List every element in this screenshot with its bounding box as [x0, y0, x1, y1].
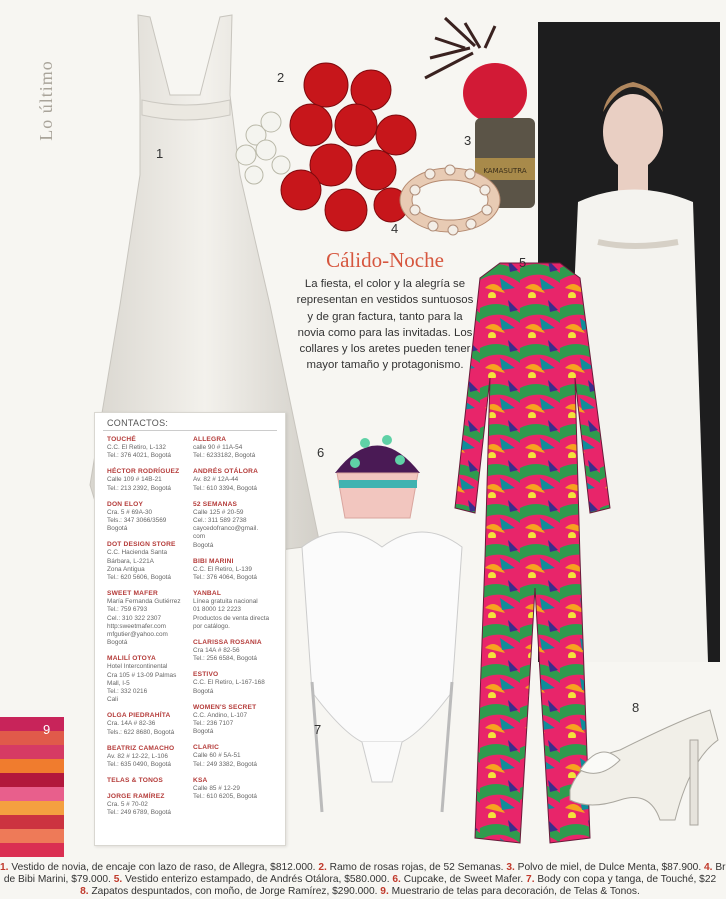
contact-entry	[107, 589, 192, 647]
contact-entry	[193, 776, 278, 801]
contact-line: Cra. 14A # 82-36	[107, 720, 156, 728]
contact-entry	[107, 540, 192, 582]
contact-name: TELAS & TONOS	[107, 777, 163, 785]
contact-line: Tel.: 6233182, Bogotá	[193, 452, 256, 460]
item-number-3: 3	[464, 133, 472, 148]
contact-entry	[107, 435, 192, 460]
section-label	[35, 50, 76, 160]
caption-text: Vestido de novia, de encaje con lazo de raso, de Allegra, $812.000.	[8, 862, 319, 873]
contact-name: ESTIVO	[193, 671, 219, 679]
contact-line: Tel.: 332 0216	[107, 688, 148, 696]
contact-line: Bogotá	[107, 525, 128, 533]
contact-line: Cra. 5 # 70-02	[107, 801, 148, 809]
caption-number: 9.	[380, 886, 389, 897]
caption-number: 2.	[318, 862, 327, 873]
pearl-bracelet-image	[395, 160, 505, 240]
contact-line: Bogotá	[193, 728, 214, 736]
contact-name: WOMEN'S SECRET	[193, 703, 257, 711]
caption-number: 4.	[703, 862, 713, 873]
item-number-1: 1	[156, 146, 164, 161]
contact-line: Cra 105 # 13-09 Palmas	[107, 671, 177, 679]
contact-name: BEATRIZ CAMACHO	[107, 744, 175, 752]
contact-line: María Fernanda Gutiérrez	[107, 598, 181, 606]
contact-entry	[193, 557, 278, 582]
contact-line: Tel.: 620 5606, Bogotá	[107, 574, 171, 582]
headline: Cálido-Noche	[326, 248, 444, 272]
contact-line: Hotel Intercontinental	[107, 663, 168, 671]
contact-line: C.C. Andino, L-107	[193, 711, 247, 719]
contact-name: TOUCHÉ	[107, 436, 136, 443]
caption-number: 1.	[0, 862, 9, 873]
contact-line: Calle 109 # 14B-21	[107, 476, 162, 484]
contact-line: Cel.: 311 589 2738	[193, 517, 247, 525]
contacts-divider	[103, 430, 277, 431]
caption-text: Zapatos despuntados, con moño, de Jorge Ramírez, $290.000.	[88, 886, 381, 897]
section-label-text: Lo último	[35, 60, 56, 141]
contact-name: MALILÍ OTOYA	[107, 655, 156, 663]
contact-line: Bogotá	[193, 541, 214, 549]
contacts-column-1	[107, 435, 192, 825]
contact-entry	[193, 500, 278, 550]
contact-line: por catálogo.	[193, 622, 230, 630]
contact-line: Tel.: 610 6205, Bogotá	[193, 793, 257, 801]
contact-entry	[193, 467, 278, 492]
contact-line: C.C. El Retiro, L-167-168	[193, 679, 265, 687]
contact-line: Tel.: 256 6584, Bogotá	[193, 655, 257, 663]
caption-text: Br	[712, 862, 726, 873]
contact-line: Tel.: 249 3382, Bogotá	[193, 760, 257, 768]
fabric-swatches-image	[0, 717, 64, 857]
contact-line: Cra 14A # 82-56	[193, 647, 240, 655]
contact-line: Mall, I-5	[107, 679, 130, 687]
contact-line: Tel.: 610 3394, Bogotá	[193, 484, 257, 492]
item-number-6: 6	[317, 445, 325, 460]
caption-number: 5.	[113, 874, 123, 885]
contact-line: Bogotá	[107, 639, 128, 647]
contact-line: Bárbara, L-221A	[107, 557, 154, 565]
contacts-title: CONTACTOS:	[107, 418, 169, 428]
contact-entry	[193, 435, 278, 460]
item-number-9: 9	[43, 722, 51, 737]
contact-line: Tel.: 376 4021, Bogotá	[107, 452, 171, 460]
caption-text: Ramo de rosas rojas, de 52 Semanas.	[326, 862, 507, 873]
contact-entry	[193, 589, 278, 631]
contact-line: calle 90 # 11A-54	[193, 444, 243, 451]
peep-toe-shoe-image	[560, 700, 720, 845]
contact-name: CLARIC	[193, 744, 220, 752]
caption-text: de Bibi Marini, $79.000.	[3, 874, 114, 885]
contact-entry	[193, 638, 278, 663]
caption-text: Cupcake, de Sweet Mafer.	[400, 874, 527, 885]
contact-line: Línea gratuita nacional	[193, 598, 258, 606]
contact-line: Tel.: 213 2392, Bogotá	[107, 484, 171, 492]
contact-line: Tel.: 635 0490, Bogotá	[107, 761, 171, 769]
contact-entry	[107, 467, 192, 492]
contact-name: YANBAL	[193, 590, 222, 598]
cupcake-image	[325, 418, 430, 528]
contact-name: OLGA PIEDRAHÍTA	[107, 712, 171, 720]
contact-name: ANDRÉS OTÁLORA	[193, 468, 259, 476]
item-number-4: 4	[391, 221, 399, 236]
contact-entry	[107, 654, 192, 704]
contacts-column-2	[193, 435, 278, 808]
item-number-2: 2	[277, 70, 285, 85]
caption-number: 3.	[506, 862, 515, 873]
contact-name: HÉCTOR RODRÍGUEZ	[107, 468, 180, 476]
caption-line-3	[0, 886, 720, 898]
contact-line: Tel.: 376 4064, Bogotá	[193, 574, 257, 582]
caption-number: 7.	[526, 874, 535, 885]
caption-text: Muestrario de telas para decoración, de Telas & Tonos.	[388, 886, 640, 897]
item-number-7: 7	[314, 722, 322, 737]
contact-line: C.C. Hacienda Santa	[107, 549, 168, 557]
white-bodysuit-image	[282, 522, 482, 832]
contact-line: Tels.: 622 8680, Bogotá	[107, 728, 175, 736]
contact-line: 01 8000 12 2223	[193, 606, 241, 614]
caption-text: Body con copa y tanga, de Touché, $22	[534, 874, 717, 885]
contact-line: caycedofranco@gmail.	[193, 525, 259, 533]
caption-text: Polvo de miel, de Dulce Menta, $87.900.	[514, 862, 704, 873]
contact-line: mfgutier@yahoo.com	[107, 631, 168, 639]
contact-entry	[193, 703, 278, 737]
intro-text: La fiesta, el color y la alegría se representan en vestidos suntuosos y de gran factura, tanto para la novia como para las invitadas. Los collares y los aretes pueden tener mayor tamaño y protagonismo.	[296, 278, 474, 372]
contact-name: ALLEGRA	[193, 436, 227, 443]
contact-line: Tel.: 759 6793	[107, 606, 148, 614]
caption-line-1	[0, 862, 726, 874]
item-number-8: 8	[632, 700, 640, 715]
contact-line: Tel.: 236 7107	[193, 720, 234, 728]
contact-line: Zona Antigua	[107, 565, 145, 573]
contact-entry	[107, 776, 192, 785]
contact-line: Calle 125 # 20-59	[193, 508, 244, 516]
contact-entry	[107, 500, 192, 534]
contact-name: KSA	[193, 776, 208, 784]
contact-line: Calle 85 # 12-29	[193, 784, 240, 792]
contact-name: BIBI MARINI	[193, 557, 234, 565]
caption-number: 6.	[392, 874, 401, 885]
contact-name: JORGE RAMÍREZ	[107, 793, 165, 801]
contact-line: Cra. 5 # 69A-30	[107, 508, 153, 516]
contact-name: CLARISSA ROSANIA	[193, 639, 262, 647]
contact-line: Calle 60 # 5A-51	[193, 752, 241, 760]
contact-line: http:sweetmafer.com	[107, 622, 166, 630]
contact-line: com	[193, 533, 206, 541]
contact-line: C.C. El Retiro, L-132	[107, 444, 166, 451]
contact-entry	[107, 792, 192, 817]
contact-line: Productos de venta directa	[193, 614, 270, 622]
caption-number: 8.	[80, 886, 89, 897]
contact-line: Tels.: 347 3066/3569	[107, 517, 167, 525]
product-label: KAMASUTRA	[483, 167, 527, 175]
contact-line: Av. 82 # 12-22, L-106	[107, 752, 168, 760]
contact-entry	[107, 711, 192, 736]
contact-line: Bogotá	[193, 687, 214, 695]
contact-line: Cel.: 310 322 2307	[107, 614, 162, 622]
contact-entry	[107, 744, 192, 769]
item-number-5: 5	[519, 255, 527, 270]
contact-line: C.C. El Retiro, L-139	[193, 565, 252, 573]
product-caption	[0, 862, 726, 898]
contact-name: DON ELOY	[107, 500, 144, 508]
contact-name: DOT DESIGN STORE	[107, 541, 176, 549]
contact-name: SWEET MAFER	[107, 590, 158, 598]
contact-line: Tel.: 249 6789, Bogotá	[107, 809, 171, 817]
contacts-card	[94, 412, 286, 846]
contact-entry	[193, 743, 278, 768]
contact-entry	[193, 670, 278, 695]
contact-line: Cali	[107, 696, 119, 704]
caption-line-2	[0, 874, 720, 886]
contact-name: 52 SEMANAS	[193, 500, 238, 508]
caption-text: Vestido enterizo estampado, de Andrés Otálora, $580.000.	[122, 874, 393, 885]
contact-line: Av. 82 # 12A-44	[193, 476, 239, 484]
